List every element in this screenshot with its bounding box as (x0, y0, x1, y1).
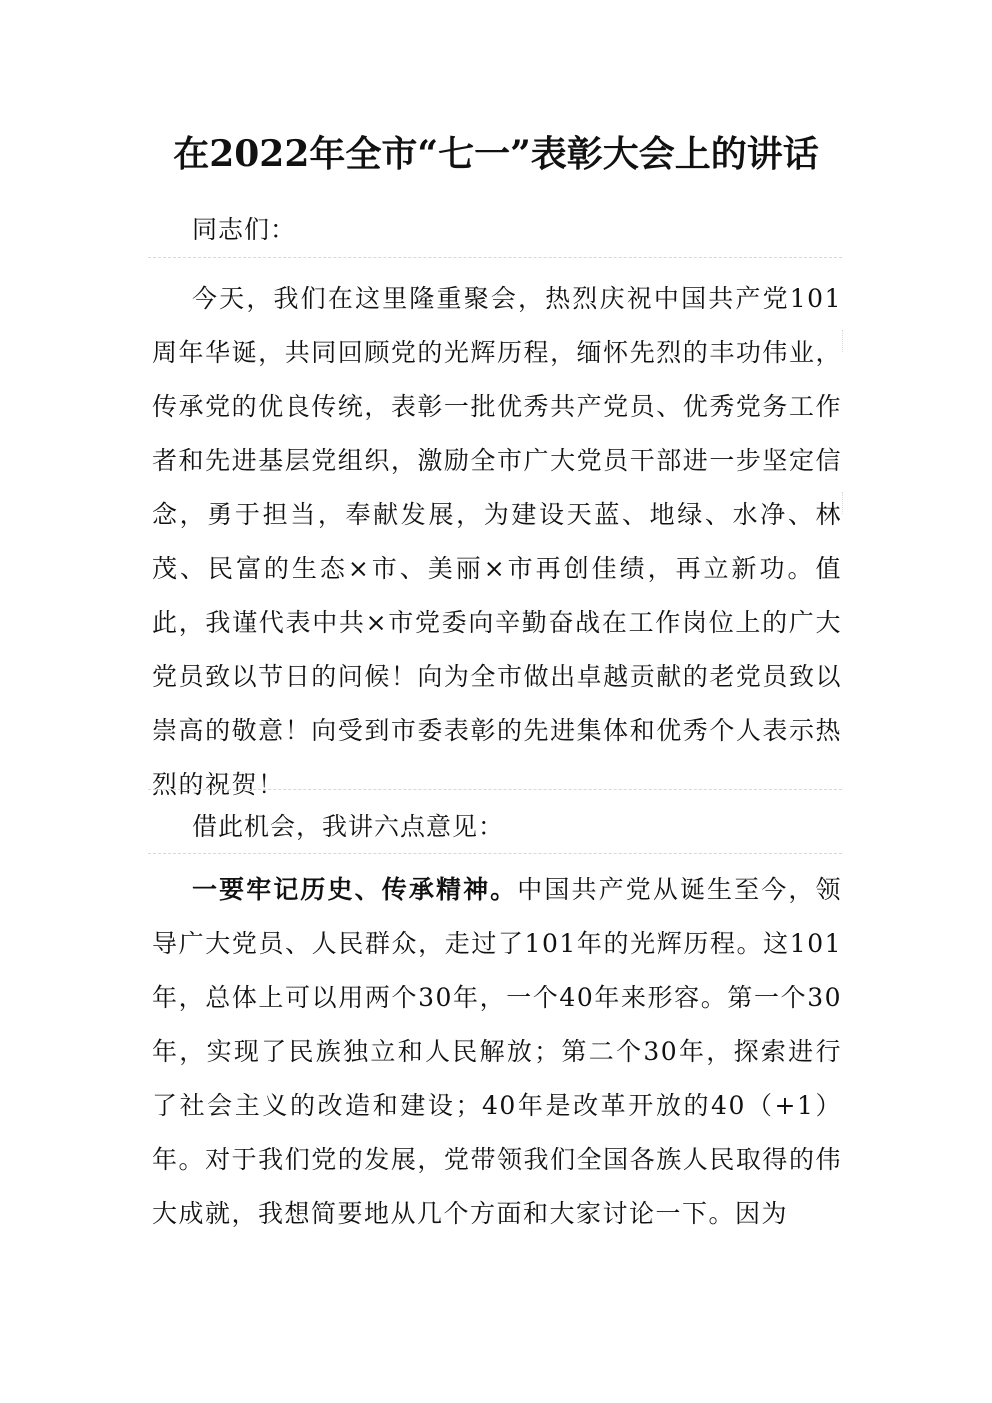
section-1-body: 中国共产党从诞生至今，领导广大党员、人民群众，走过了101年的光辉历程。这101年，总体上可以用两个30年，一个40年来形容。第一个30年，实现了民族独立和人民解放；第二个30年，探索进行了社会主义的改造和建设；40年是改革开放的40（+1）年。对于我们党的发展，党带领我们全国各族人民取得的伟大成就，我想简要地从几个方面和大家讨论一下。因为 (152, 875, 842, 1228)
section-divider (148, 853, 842, 854)
section-divider (148, 257, 842, 258)
margin-mark (842, 330, 844, 352)
section-divider (148, 789, 842, 790)
lead-in-line: 借此机会，我讲六点意见： (192, 812, 505, 841)
salutation: 同志们： (192, 215, 297, 244)
section-1-paragraph (152, 863, 842, 1241)
margin-mark (842, 492, 844, 514)
section-1-heading: 一要牢记历史、传承精神。 (192, 875, 518, 904)
opening-paragraph: 今天，我们在这里隆重聚会，热烈庆祝中国共产党101周年华诞，共同回顾党的光辉历程，缅怀先烈的丰功伟业，传承党的优良传统，表彰一批优秀共产党员、优秀党务工作者和先进基层党组织，激励全市广大党员干部进一步坚定信念，勇于担当，奉献发展，为建设天蓝、地绿、水净、林茂、民富的生态×市、美丽×市再创佳绩，再立新功。值此，我谨代表中共×市党委向辛勤奋战在工作岗位上的广大党员致以节日的问候！向为全市做出卓越贡献的老党员致以崇高的敬意！向受到市委表彰的先进集体和优秀个人表示热烈的祝贺！ (152, 284, 842, 799)
document-title: 在2022年全市“七一”表彰大会上的讲话 (173, 133, 819, 175)
